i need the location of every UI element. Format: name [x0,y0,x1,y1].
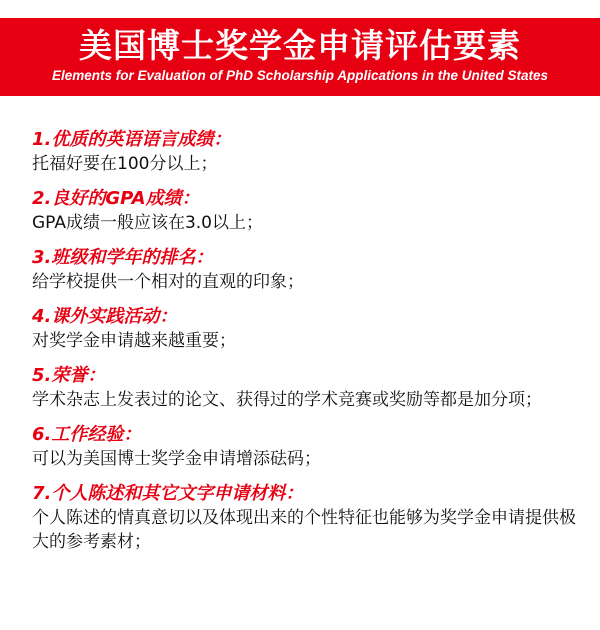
criteria-heading: 5.荣誉： [32,365,106,386]
criteria-item-honors [32,364,577,412]
page-title: 美国博士奖学金申请评估要素 [79,26,521,65]
criteria-list [32,128,577,565]
criteria-description: 托福好要在100分以上； [32,154,218,174]
criteria-item-english [32,128,577,176]
criteria-description: 对奖学金申请越来越重要； [32,331,236,351]
criteria-description: GPA成绩一般应该在3.0以上； [32,213,264,233]
title-banner [0,18,600,96]
criteria-item-ranking [32,246,577,294]
criteria-heading: 2.良好的GPA成绩： [32,188,200,209]
criteria-heading: 7.个人陈述和其它文字申请材料： [32,483,304,504]
criteria-description: 给学校提供一个相对的直观的印象； [32,272,304,292]
criteria-item-gpa [32,187,577,235]
criteria-description: 可以为美国博士奖学金申请增添砝码； [32,449,321,469]
criteria-item-activities [32,305,577,353]
criteria-description: 学术杂志上发表过的论文、获得过的学术竞赛或奖励等都是加分项； [32,390,542,410]
criteria-heading: 3.班级和学年的排名： [32,247,214,268]
criteria-heading: 4.课外实践活动： [32,306,178,327]
criteria-description: 个人陈述的情真意切以及体现出来的个性特征也能够为奖学金申请提供极大的参考素材； [32,508,576,552]
criteria-item-work-experience [32,423,577,471]
criteria-heading: 1.优质的英语语言成绩： [32,129,232,150]
page-subtitle: Elements for Evaluation of PhD Scholarship Applications in the United States [51,68,549,83]
criteria-heading: 6.工作经验： [32,424,142,445]
criteria-item-personal-statement [32,482,577,554]
